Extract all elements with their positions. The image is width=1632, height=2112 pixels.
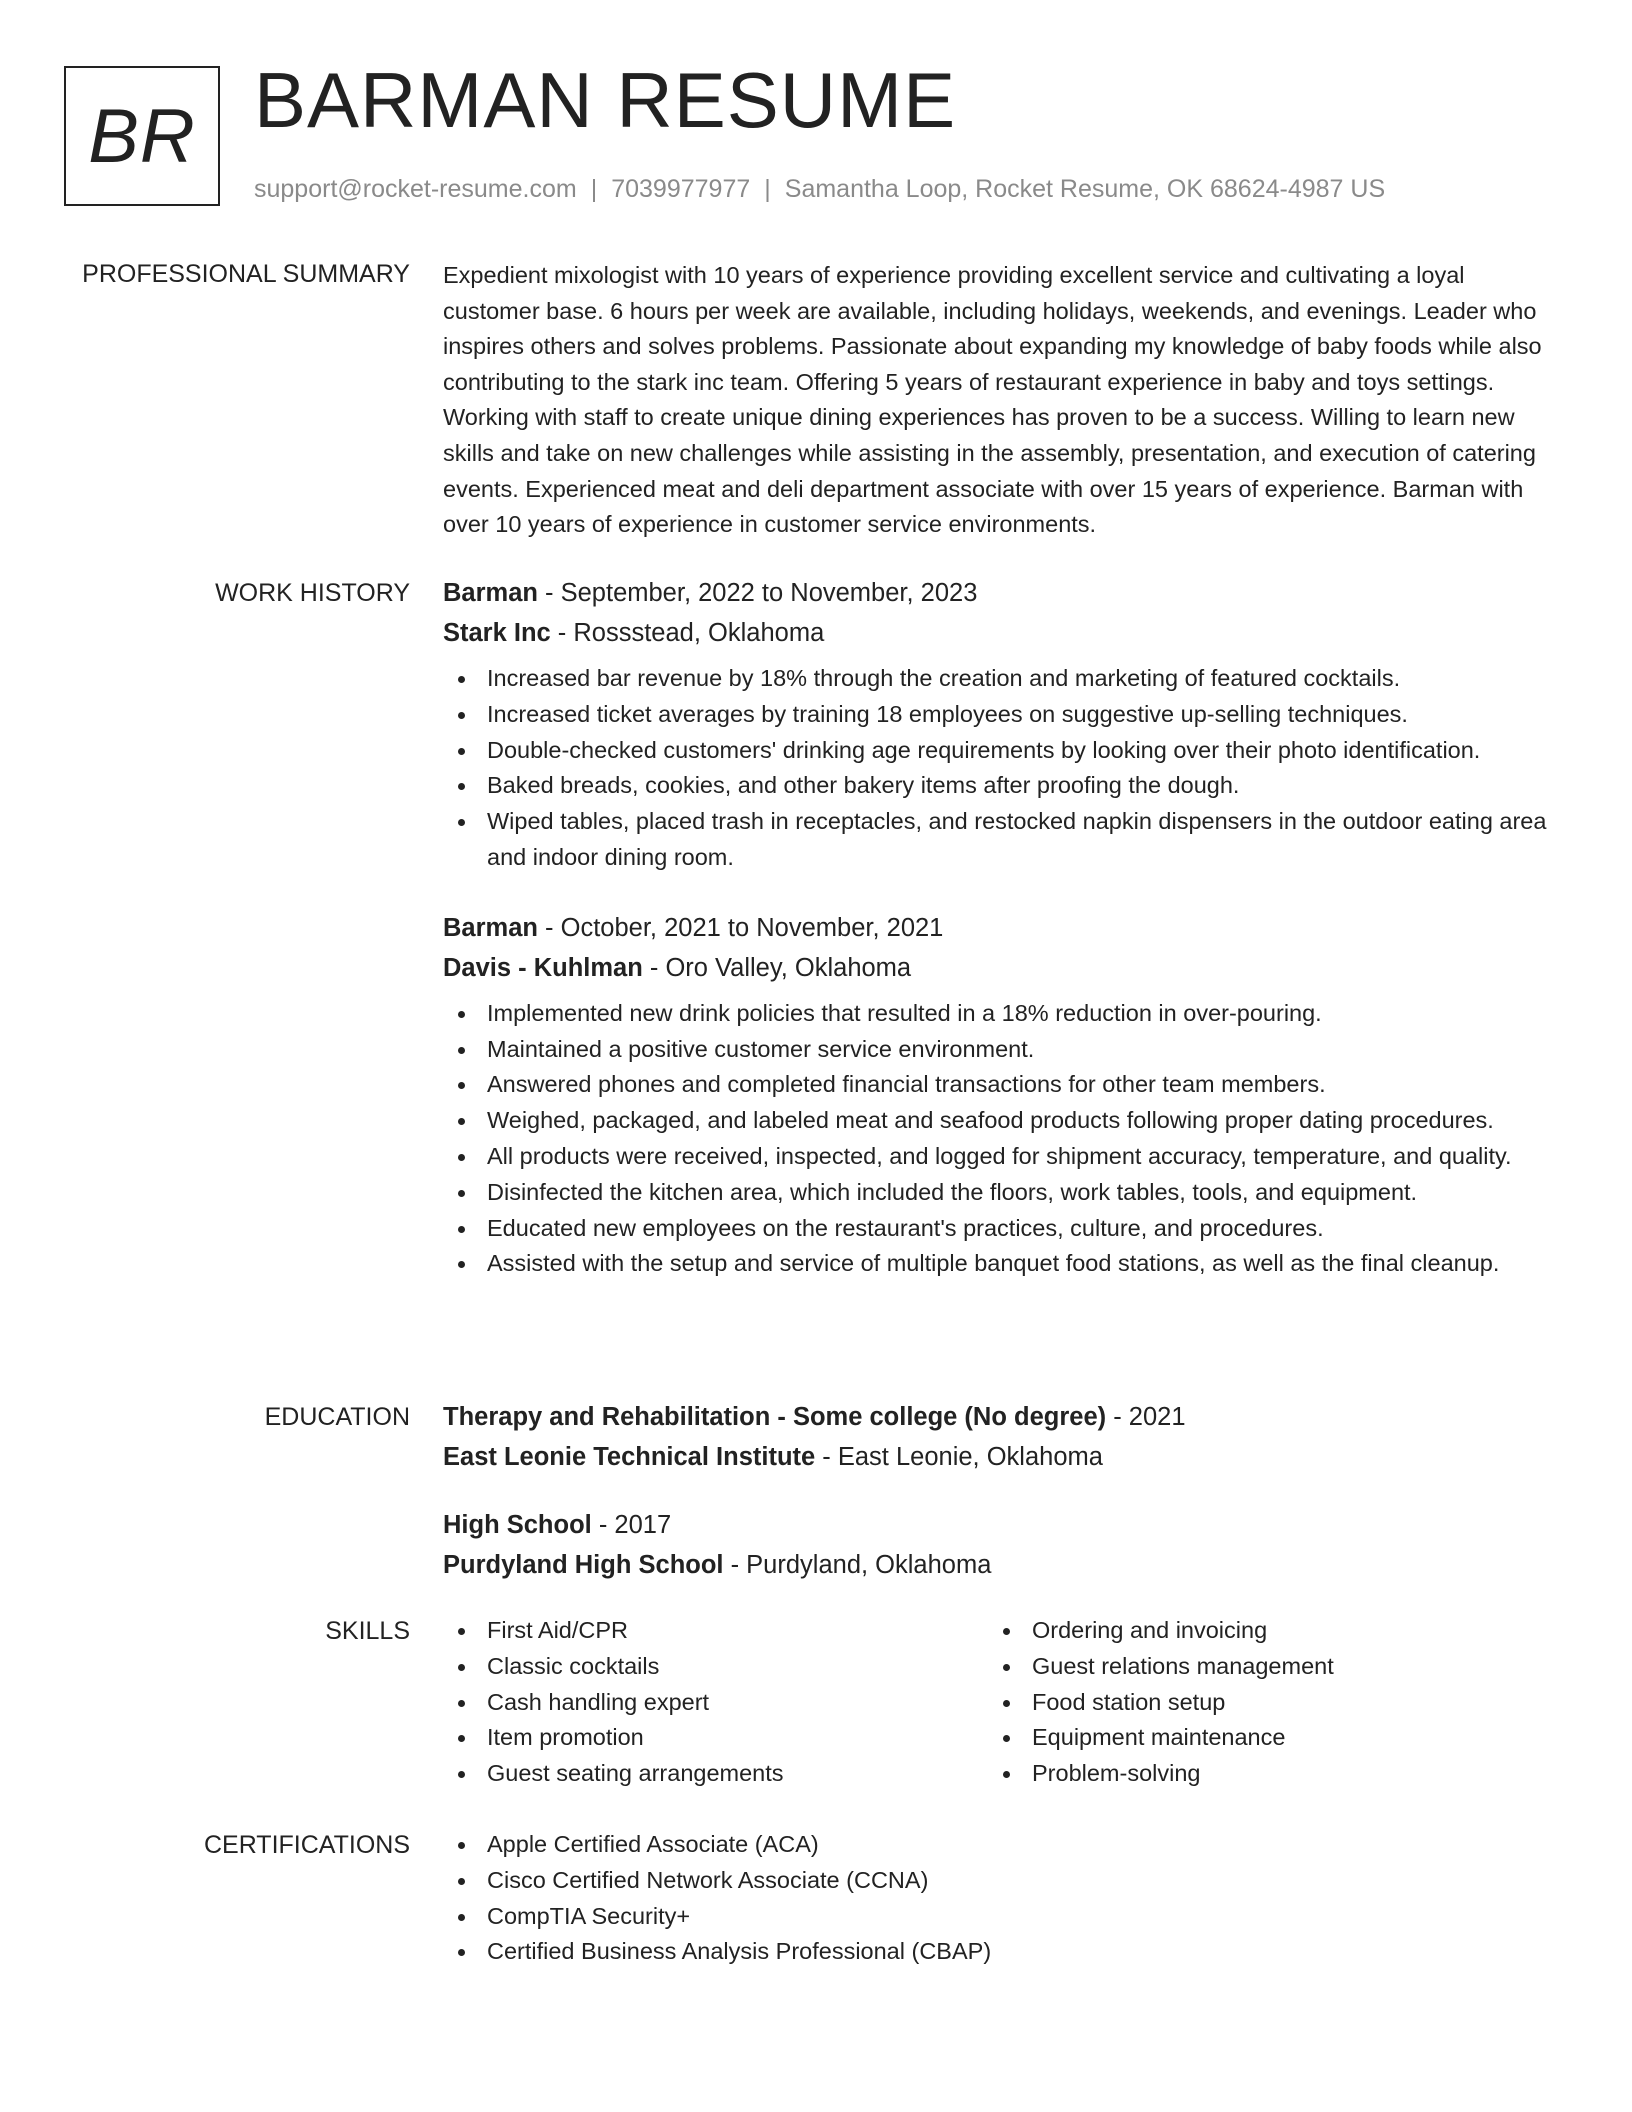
skill-item: Problem-solving <box>988 1756 1533 1792</box>
certifications-heading: CERTIFICATIONS <box>203 1831 410 1859</box>
job-company-line <box>443 613 1553 653</box>
contact-separator: | <box>764 175 771 203</box>
job-company: Stark Inc <box>443 619 551 647</box>
initials-text: BR <box>88 93 196 179</box>
job-title-line <box>443 573 1553 613</box>
list-item: Educated new employees on the restaurant's practices, culture, and procedures. <box>443 1211 1553 1247</box>
job-dates: - September, 2022 to November, 2023 <box>537 579 978 607</box>
contact-address: Samantha Loop, Rocket Resume, OK 68624-4987 US <box>784 175 1386 203</box>
job-duties-list <box>443 661 1553 876</box>
job-company: Davis - Kuhlman <box>443 953 643 982</box>
degree-year: - 2021 <box>1106 1403 1186 1431</box>
degree-name: Therapy and Rehabilitation - Some college (No degree) <box>443 1403 1107 1431</box>
skill-item: Equipment maintenance <box>988 1720 1533 1756</box>
skill-item: Classic cocktails <box>443 1649 988 1685</box>
list-item: Weighed, packaged, and labeled meat and seafood products following proper dating procedures. <box>443 1103 1553 1139</box>
skill-item: Item promotion <box>443 1720 988 1756</box>
degree-name: High School <box>443 1511 592 1539</box>
contact-line <box>254 172 1385 206</box>
job-location: - Oro Valley, Oklahoma <box>642 953 912 982</box>
list-item: All products were received, inspected, and logged for shipment accuracy, temperature, and quality. <box>443 1139 1553 1175</box>
list-item: Increased ticket averages by training 18 employees on suggestive up-selling techniques. <box>443 697 1553 733</box>
skill-item: Food station setup <box>988 1685 1533 1721</box>
list-item: Baked breads, cookies, and other bakery items after proofing the dough. <box>443 768 1553 804</box>
job-role: Barman <box>443 913 538 942</box>
school-location: - Purdyland, Oklahoma <box>723 1551 992 1579</box>
education-heading: EDUCATION <box>264 1403 410 1431</box>
job-duties-list <box>443 996 1553 1282</box>
degree-year: - 2017 <box>591 1511 672 1539</box>
list-item: Disinfected the kitchen area, which included the floors, work tables, tools, and equipment. <box>443 1175 1553 1211</box>
school-location: - East Leonie, Oklahoma <box>815 1443 1103 1471</box>
degree-line <box>443 1505 1553 1545</box>
certification-item: Certified Business Analysis Professional (CBAP) <box>443 1934 1553 1970</box>
certification-item: Apple Certified Associate (ACA) <box>443 1827 1553 1863</box>
summary-text: Expedient mixologist with 10 years of experience providing excellent service and cultivating a loyal customer base. 6 hours per week are available, including holidays, weekends, and evenings. Leader who inspires others and solves problems. Passionate about expanding my knowledge of baby foods while also contributing to the stark inc team. Offering 5 years of restaurant experience in baby and toys settings. Working with staff to create unique dining experiences has proven to be a success. Willing to learn new skills and take on new challenges while assisting in the assembly, presentation, and execution of catering events. Experienced meat and deli department associate with over 15 years of experience. Barman with over 10 years of experience in customer service environments. <box>443 262 1542 538</box>
contact-phone: 7039977977 <box>611 175 751 203</box>
certifications-list <box>443 1827 1553 1970</box>
list-item: Implemented new drink policies that resulted in a 18% reduction in over-pouring. <box>443 996 1553 1032</box>
education-entry <box>443 1397 1553 1477</box>
list-item: Answered phones and completed financial transactions for other team members. <box>443 1067 1553 1103</box>
skill-item: Ordering and invoicing <box>988 1613 1533 1649</box>
job-company-line <box>443 948 1553 988</box>
skills-list-left <box>443 1613 988 1792</box>
skill-item: Cash handling expert <box>443 1685 988 1721</box>
certification-item: Cisco Certified Network Associate (CCNA) <box>443 1863 1553 1899</box>
resume-name: BARMAN RESUME <box>254 56 957 144</box>
school-line <box>443 1545 1553 1585</box>
job-role: Barman <box>443 579 538 607</box>
job-title-line <box>443 908 1553 948</box>
school-line <box>443 1437 1553 1477</box>
contact-email: support@rocket-resume.com <box>254 175 577 203</box>
certification-item: CompTIA Security+ <box>443 1899 1553 1935</box>
education-entry <box>443 1505 1553 1585</box>
job-entry <box>443 573 1553 876</box>
skill-item: Guest seating arrangements <box>443 1756 988 1792</box>
list-item: Double-checked customers' drinking age requirements by looking over their photo identification. <box>443 733 1553 769</box>
skills-heading: SKILLS <box>325 1617 410 1645</box>
job-entry <box>443 908 1553 1282</box>
job-location: - Rossstead, Oklahoma <box>550 619 825 647</box>
work-history-heading: WORK HISTORY <box>215 579 410 607</box>
skills-grid <box>443 1613 1553 1792</box>
initials-monogram <box>64 66 220 206</box>
skill-item: Guest relations management <box>988 1649 1533 1685</box>
school-name: East Leonie Technical Institute <box>443 1443 816 1471</box>
skills-list-right <box>988 1613 1533 1792</box>
list-item: Maintained a positive customer service environment. <box>443 1032 1553 1068</box>
list-item: Increased bar revenue by 18% through the creation and marketing of featured cocktails. <box>443 661 1553 697</box>
list-item: Assisted with the setup and service of multiple banquet food stations, as well as the final cleanup. <box>443 1246 1553 1282</box>
contact-separator: | <box>590 175 598 203</box>
skill-item: First Aid/CPR <box>443 1613 988 1649</box>
school-name: Purdyland High School <box>443 1551 724 1579</box>
degree-line <box>443 1397 1553 1437</box>
summary-heading: PROFESSIONAL SUMMARY <box>82 260 410 288</box>
list-item: Wiped tables, placed trash in receptacles, and restocked napkin dispensers in the outdoor eating area and indoor dining room. <box>443 804 1553 876</box>
job-dates: - October, 2021 to November, 2021 <box>537 913 944 942</box>
